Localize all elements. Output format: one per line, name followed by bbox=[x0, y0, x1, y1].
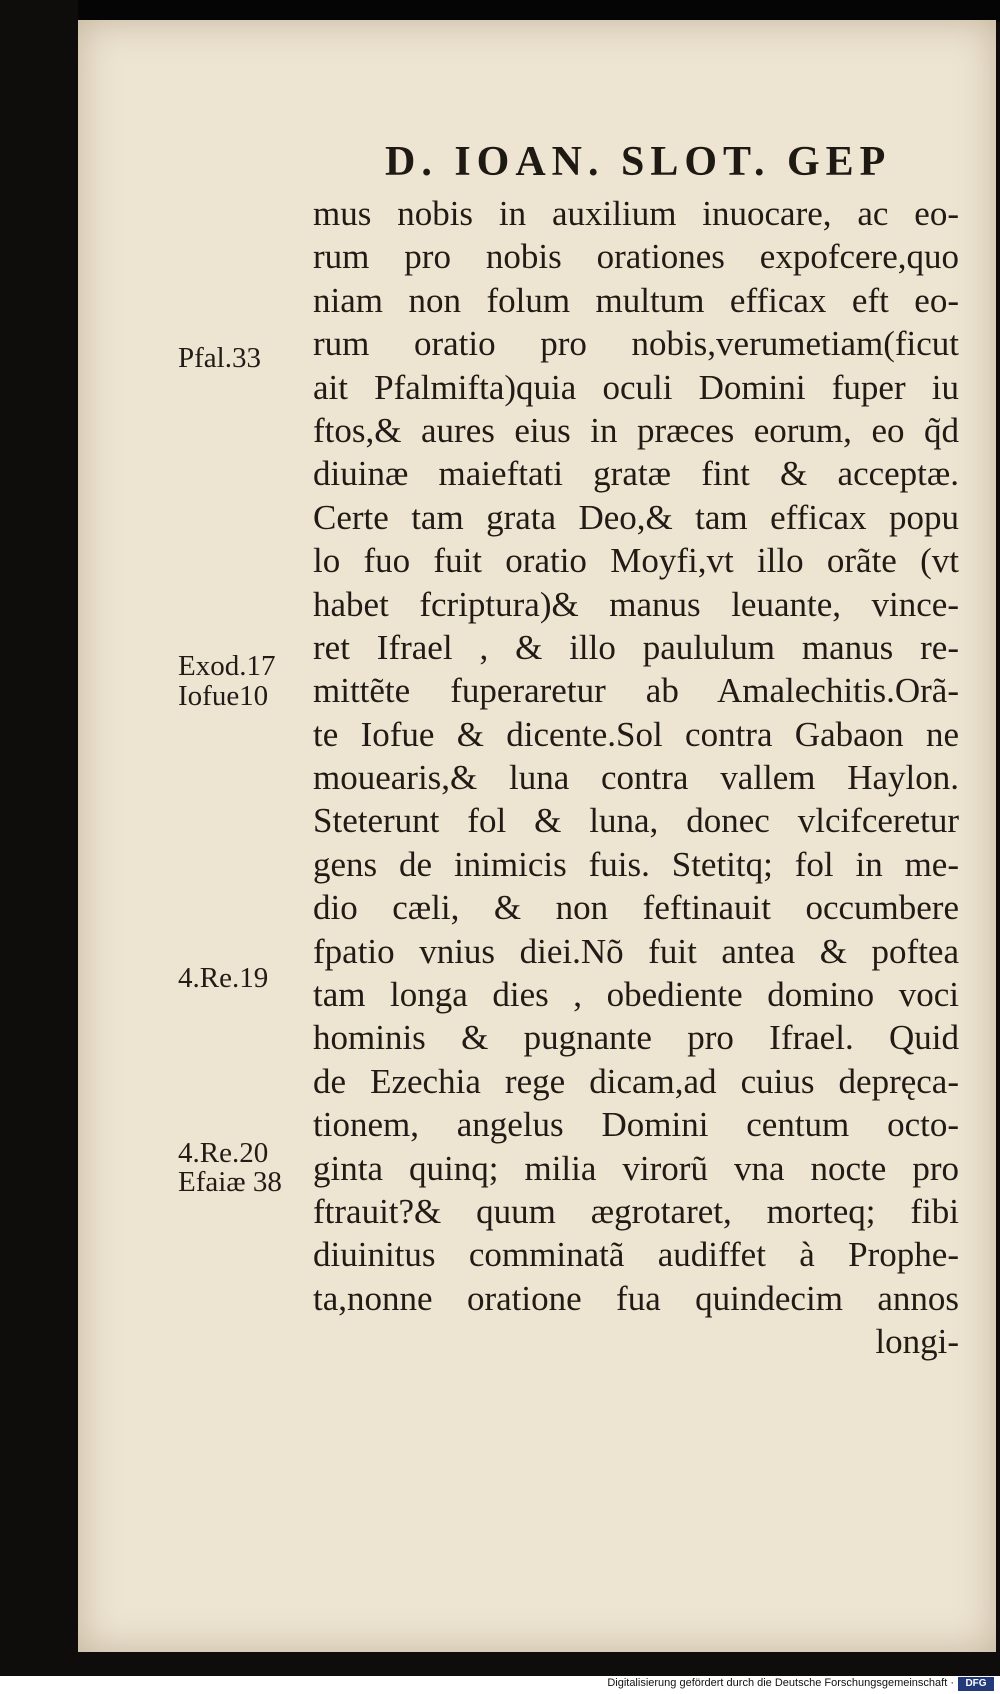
text-line: ta,nonne oratione fua quindecim annos bbox=[313, 1278, 959, 1318]
margin-note-reges-20: 4.Re.20 bbox=[178, 1137, 269, 1169]
text-line: diuinitus comminatã audiffet à Prophe- bbox=[313, 1235, 959, 1275]
text-line: Steterunt fol & luna, donec vlcifceretur bbox=[313, 801, 959, 841]
text-line: rum pro nobis orationes expofcere,quo bbox=[313, 237, 959, 277]
text-line: mouearis,& luna contra vallem Haylon. bbox=[313, 758, 959, 798]
text-line: diuinæ maieftati gratæ fint & acceptæ. bbox=[313, 454, 959, 494]
text-line: tionem, angelus Domini centum octo- bbox=[313, 1105, 959, 1145]
text-line: ftrauit?& quum ægrotaret, morteq; fibi bbox=[313, 1191, 959, 1231]
text-line: niam non folum multum efficax eft eo- bbox=[313, 280, 959, 320]
text-line: habet fcriptura)& manus leuante, vince- bbox=[313, 584, 959, 624]
margin-note-esaias: Efaiæ 38 bbox=[178, 1166, 282, 1198]
footer-credit: Digitalisierung gefördert durch die Deutsche Forschungsgemeinschaft · bbox=[607, 1677, 954, 1689]
body-text bbox=[313, 192, 959, 1364]
text-line: mus nobis in auxilium inuocare, ac eo- bbox=[313, 194, 959, 233]
text-line: lo fuo fuit oratio Moyfi,vt illo orãte (vt bbox=[313, 541, 959, 581]
top-edge bbox=[78, 0, 1000, 22]
margin-note-exodus: Exod.17 bbox=[178, 650, 276, 682]
text-line: longi- bbox=[875, 1322, 959, 1362]
text-line: ftos,& aures eius in præces eorum, eo q̃d bbox=[313, 410, 959, 450]
text-line: Certe tam grata Deo,& tam efficax popu bbox=[313, 497, 959, 537]
text-line: ait Pfalmifta)quia oculi Domini fuper iu bbox=[313, 367, 959, 407]
dfg-logo: DFG bbox=[958, 1677, 994, 1691]
text-line: de Ezechia rege dicam,ad cuius depręca- bbox=[313, 1061, 959, 1101]
text-line: hominis & pugnante pro Ifrael. Quid bbox=[313, 1018, 959, 1058]
text-line: dio cæli, & non feftinauit occumbere bbox=[313, 888, 959, 928]
margin-note-iosue: Iofue10 bbox=[178, 680, 269, 712]
text-line: rum oratio pro nobis,verumetiam(ficut bbox=[313, 324, 959, 364]
text-line: gens de inimicis fuis. Stetitq; fol in me- bbox=[313, 844, 959, 884]
text-line: ginta quinq; milia virorũ vna nocte pro bbox=[313, 1148, 959, 1188]
text-line: mittẽte fuperaretur ab Amalechitis.Orã- bbox=[313, 671, 959, 711]
text-line: tam longa dies , obediente domino voci bbox=[313, 975, 959, 1015]
margin-note-psalm: Pfal.33 bbox=[178, 342, 261, 374]
text-line: te Iofue & dicente.Sol contra Gabaon ne bbox=[313, 714, 959, 754]
text-line: ret Ifrael , & illo paululum manus re- bbox=[313, 627, 959, 667]
running-head: D. IOAN. SLOT. GEP bbox=[385, 139, 892, 185]
margin-note-reges-19: 4.Re.19 bbox=[178, 962, 269, 994]
text-line: fpatio vnius diei.Nõ fuit antea & poftea bbox=[313, 931, 959, 971]
